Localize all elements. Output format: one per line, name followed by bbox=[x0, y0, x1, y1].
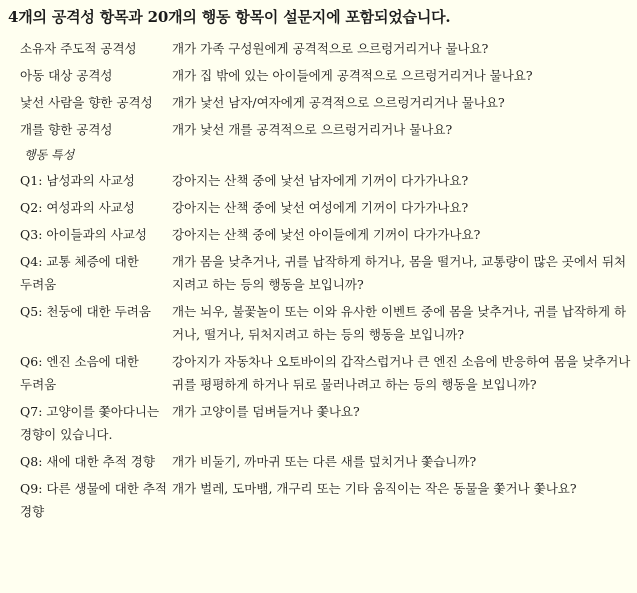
item-label: 소유자 주도적 공격성 bbox=[20, 41, 137, 56]
item-question: 개는 뇌우, 불꽃놀이 또는 이와 유사한 이벤트 중에 몸을 낮추거나, 귀를 납작하게 하거나, 떨거나, 뒤처지려고 하는 등의 행동을 보입니까? bbox=[172, 304, 627, 342]
aggression-row bbox=[20, 118, 632, 141]
item-label: Q6: 엔진 소음에 대한 두려움 bbox=[20, 354, 139, 392]
item-question: 개가 집 밖에 있는 아이들에게 공격적으로 으르렁거리거나 물나요? bbox=[172, 68, 533, 83]
item-label: 아동 대상 공격성 bbox=[20, 68, 113, 83]
document-heading: 4개의 공격성 항목과 20개의 행동 항목이 설문지에 포함되었습니다. bbox=[8, 8, 451, 26]
item-label: Q1: 남성과의 사교성 bbox=[20, 173, 135, 188]
behavior-row bbox=[20, 169, 632, 192]
item-question: 개가 낯선 개를 공격적으로 으르렁거리거나 물나요? bbox=[172, 122, 453, 137]
item-label: Q7: 고양이를 쫓아다니는 경향이 있습니다. bbox=[20, 404, 160, 442]
aggression-row bbox=[20, 64, 632, 87]
behavior-row bbox=[20, 400, 632, 446]
item-label: Q8: 새에 대한 추적 경향 bbox=[20, 454, 155, 469]
behavior-row bbox=[20, 196, 632, 219]
item-label: 개를 향한 공격성 bbox=[20, 122, 113, 137]
item-label: Q2: 여성과의 사교성 bbox=[20, 200, 135, 215]
aggression-row bbox=[20, 37, 632, 60]
item-question: 개가 몸을 낮추거나, 귀를 납작하게 하거나, 몸을 떨거나, 교통량이 많은 곳에서 뒤처지려고 하는 등의 행동을 보입니까? bbox=[172, 254, 627, 292]
behavior-section-title: 행동 특성 bbox=[24, 148, 75, 162]
behavior-row bbox=[20, 250, 632, 296]
behavior-row bbox=[20, 350, 632, 396]
item-label: 낯선 사람을 향한 공격성 bbox=[20, 95, 153, 110]
behavior-row bbox=[20, 450, 632, 473]
item-label: Q9: 다른 생물에 대한 추적 경향 bbox=[20, 481, 167, 519]
aggression-row bbox=[20, 91, 632, 114]
item-question: 강아지는 산책 중에 낯선 아이들에게 기꺼이 다가가나요? bbox=[172, 227, 481, 242]
behavior-row bbox=[20, 223, 632, 246]
item-question: 개가 벌레, 도마뱀, 개구리 또는 기타 움직이는 작은 동물을 쫓거나 쫓나요? bbox=[172, 481, 577, 496]
behavior-row bbox=[20, 477, 632, 523]
item-question: 개가 고양이를 덤벼들거나 쫓나요? bbox=[172, 404, 360, 419]
item-question: 개가 비둘기, 까마귀 또는 다른 새를 덮치거나 쫓습니까? bbox=[172, 454, 477, 469]
item-question: 강아지는 산책 중에 낯선 남자에게 기꺼이 다가가나요? bbox=[172, 173, 469, 188]
item-question: 개가 낯선 남자/여자에게 공격적으로 으르렁거리거나 물나요? bbox=[172, 95, 505, 110]
behavior-row bbox=[20, 300, 632, 346]
item-label: Q3: 아이들과의 사교성 bbox=[20, 227, 147, 242]
item-question: 강아지가 자동차나 오토바이의 갑작스럽거나 큰 엔진 소음에 반응하여 몸을 낮추거나 귀를 평평하게 하거나 뒤로 물러나려고 하는 등의 행동을 보입니까? bbox=[172, 354, 631, 392]
item-question: 강아지는 산책 중에 낯선 여성에게 기꺼이 다가가나요? bbox=[172, 200, 469, 215]
item-label: Q4: 교통 체증에 대한 두려움 bbox=[20, 254, 139, 292]
item-label: Q5: 천둥에 대한 두려움 bbox=[20, 304, 151, 319]
item-question: 개가 가족 구성원에게 공격적으로 으르렁거리거나 물나요? bbox=[172, 41, 489, 56]
item-list bbox=[20, 37, 632, 527]
